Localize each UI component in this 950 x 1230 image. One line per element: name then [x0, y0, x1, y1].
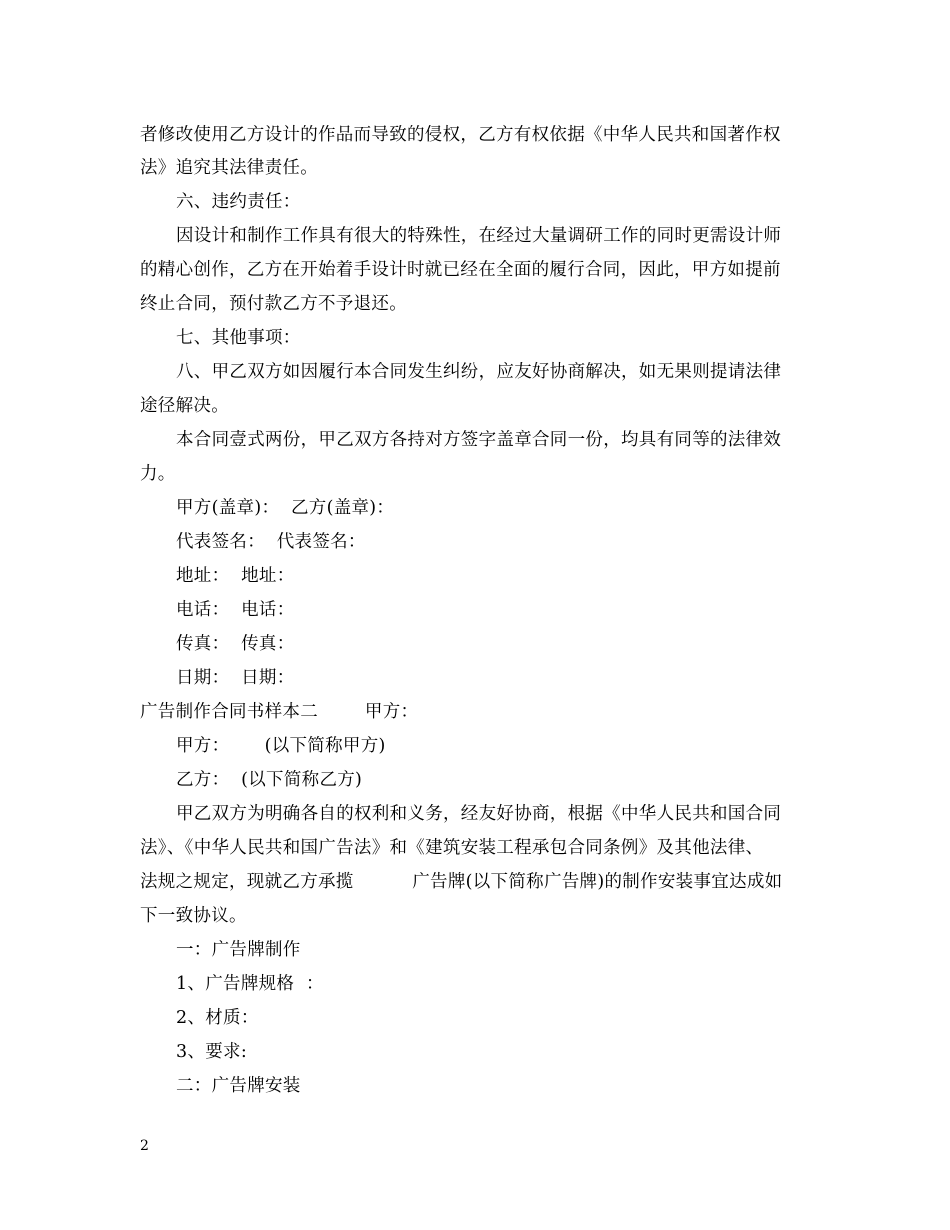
list-item: 2、材质：: [176, 1008, 259, 1028]
signature-field-line: 甲方(盖章)： 乙方(盖章)：: [176, 498, 395, 518]
paragraph-line: 八、甲乙双方如因履行本合同发生纠纷，应友好协商解决，如无果则提请法律: [176, 362, 782, 382]
page-number: 2: [140, 1138, 149, 1154]
paragraph-line: 法》、《中华人民共和国广告法》和《建筑安装工程承包合同条例》及其他法律、: [140, 838, 764, 858]
paragraph-line: 本合同壹式两份，甲乙双方各持对方签字盖章合同一份，均具有同等的法律效: [176, 430, 782, 450]
section-heading: 六、违约责任：: [176, 192, 301, 212]
section-heading: 二：广告牌安装: [176, 1076, 301, 1096]
signature-field-line: 日期： 日期：: [176, 668, 295, 688]
paragraph-line: 法规之规定，现就乙方承揽 广告牌(以下简称广告牌)的制作安装事宜达成如: [140, 872, 783, 892]
party-line: 乙方： (以下简称乙方): [176, 770, 363, 790]
paragraph-line: 者修改使用乙方设计的作品而导致的侵权，乙方有权依据《中华人民共和国著作权: [140, 125, 781, 145]
paragraph-line: 途径解决。: [140, 396, 229, 416]
document-title-line: 广告制作合同书样本二 甲方：: [140, 702, 419, 722]
paragraph-line: 因设计和制作工作具有很大的特殊性，在经过大量调研工作的同时更需设计师: [176, 226, 782, 246]
paragraph-line: 力。: [140, 464, 176, 484]
paragraph-line: 甲乙双方为明确各自的权利和义务，经友好协商，根据《中华人民共和国合同: [176, 804, 782, 824]
paragraph-line: 法》追究其法律责任。: [140, 158, 318, 178]
list-item: 3、要求:: [176, 1042, 248, 1062]
section-heading: 七、其他事项：: [176, 328, 301, 348]
list-item: 1、广告牌规格 ：: [176, 974, 324, 994]
party-line: 甲方： (以下简称甲方): [176, 736, 386, 756]
paragraph-line: 的精心创作，乙方在开始着手设计时就已经在全面的履行合同，因此，甲方如提前: [140, 260, 781, 280]
signature-field-line: 传真： 传真：: [176, 634, 295, 654]
paragraph-line: 终止合同，预付款乙方不予退还。: [140, 294, 407, 314]
section-heading: 一：广告牌制作: [176, 940, 301, 960]
signature-field-line: 代表签名： 代表签名：: [176, 532, 366, 552]
paragraph-line: 下一致协议。: [140, 906, 247, 926]
signature-field-line: 电话： 电话：: [176, 600, 295, 620]
signature-field-line: 地址： 地址：: [176, 566, 295, 586]
